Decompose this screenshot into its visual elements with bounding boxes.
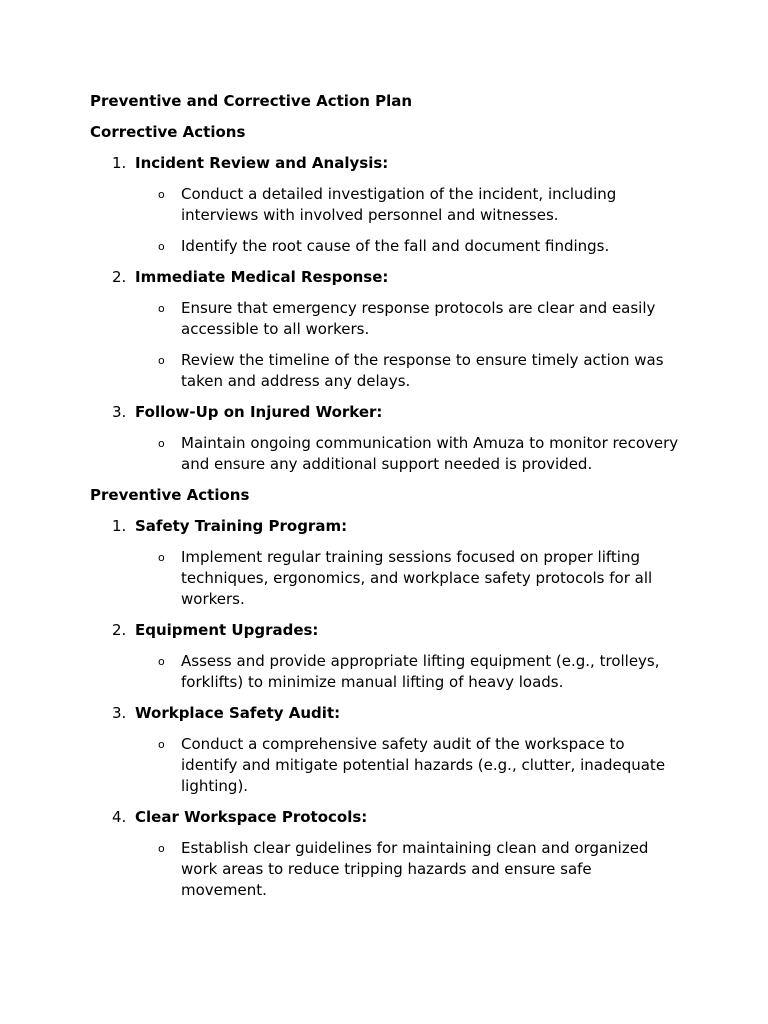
item-heading-text: Incident Review and Analysis:: [135, 154, 389, 172]
bullet-item: [90, 547, 680, 610]
section-heading: Corrective Actions: [90, 123, 246, 141]
list-item: [90, 807, 680, 901]
bullet-text: Conduct a detailed investigation of the incident, including interviews with involved personnel and witnesses.: [181, 185, 617, 224]
item-heading-text: Workplace Safety Audit:: [135, 704, 341, 722]
item-number: 2.: [112, 268, 127, 286]
item-heading-text: Follow-Up on Injured Worker:: [135, 403, 383, 421]
bullet-circle-icon: o: [158, 188, 165, 201]
bullet-item: [90, 433, 680, 475]
list-item: [90, 402, 680, 475]
bullet-item: [90, 651, 680, 693]
list-item: [90, 516, 680, 610]
bullet-circle-icon: o: [158, 240, 165, 253]
bullet-list: [90, 547, 680, 610]
item-heading-text: Immediate Medical Response:: [135, 268, 389, 286]
bullet-list: [90, 184, 680, 257]
bullet-list: [90, 433, 680, 475]
list-item: [90, 620, 680, 693]
item-number: 4.: [112, 808, 127, 826]
bullet-item: [90, 734, 680, 797]
item-heading: [90, 807, 680, 827]
bullet-circle-icon: o: [158, 354, 165, 367]
bullet-text: Implement regular training sessions focused on proper lifting techniques, ergonomics, and workplace safety protocols for all workers.: [181, 548, 653, 608]
bullet-text: Ensure that emergency response protocols are clear and easily accessible to all workers.: [181, 299, 656, 338]
bullet-circle-icon: o: [158, 738, 165, 751]
bullet-text: Review the timeline of the response to ensure timely action was taken and address any delays.: [181, 351, 664, 390]
bullet-item: [90, 838, 680, 901]
item-heading: [90, 620, 680, 640]
bullet-item: [90, 350, 680, 392]
item-heading: [90, 516, 680, 536]
item-number: 1.: [112, 517, 127, 535]
item-heading: [90, 402, 680, 422]
item-heading-text: Equipment Upgrades:: [135, 621, 319, 639]
section-heading: Preventive Actions: [90, 486, 250, 504]
item-heading: [90, 153, 680, 173]
item-heading-text: Clear Workspace Protocols:: [135, 808, 368, 826]
item-heading: [90, 267, 680, 287]
item-number: 2.: [112, 621, 127, 639]
bullet-circle-icon: o: [158, 842, 165, 855]
item-heading-text: Safety Training Program:: [135, 517, 348, 535]
bullet-text: Establish clear guidelines for maintaining clean and organized work areas to reduce tripping hazards and ensure safe movement.: [181, 839, 649, 899]
document-body: [90, 91, 680, 911]
bullet-list: [90, 651, 680, 693]
document-title: Preventive and Corrective Action Plan: [90, 92, 413, 110]
sections-container: [90, 122, 680, 901]
bullet-item: [90, 298, 680, 340]
bullet-list: [90, 298, 680, 392]
list-item: [90, 153, 680, 257]
bullet-circle-icon: o: [158, 551, 165, 564]
item-number: 3.: [112, 403, 127, 421]
bullet-text: Assess and provide appropriate lifting equipment (e.g., trolleys, forklifts) to minimize manual lifting of heavy loads.: [181, 652, 660, 691]
bullet-circle-icon: o: [158, 655, 165, 668]
bullet-list: [90, 838, 680, 901]
item-number: 1.: [112, 154, 127, 172]
item-number: 3.: [112, 704, 127, 722]
bullet-circle-icon: o: [158, 302, 165, 315]
bullet-text: Identify the root cause of the fall and document findings.: [181, 237, 610, 255]
list-item: [90, 267, 680, 392]
bullet-item: [90, 184, 680, 226]
item-heading: [90, 703, 680, 723]
bullet-text: Conduct a comprehensive safety audit of the workspace to identify and mitigate potential hazards (e.g., clutter, inadequate lighting).: [181, 735, 666, 795]
bullet-item: [90, 236, 680, 257]
numbered-list: [90, 516, 680, 901]
list-item: [90, 703, 680, 797]
bullet-list: [90, 734, 680, 797]
bullet-text: Maintain ongoing communication with Amuza to monitor recovery and ensure any additional support needed is provided.: [181, 434, 679, 473]
numbered-list: [90, 153, 680, 475]
bullet-circle-icon: o: [158, 437, 165, 450]
